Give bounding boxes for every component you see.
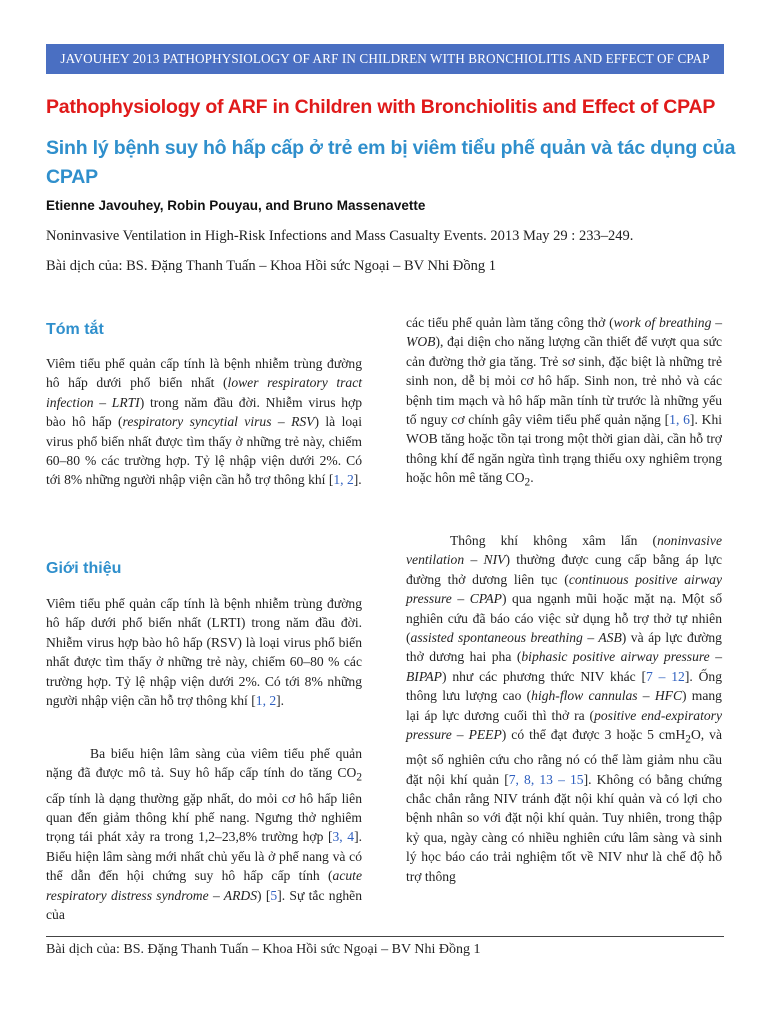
running-header-text: JAVOUHEY 2013 PATHOPHYSIOLOGY OF ARF IN CHILDREN WITH BRONCHIOLITIS AND EFFECT OF CPAP	[60, 51, 710, 66]
right-paragraph-1: các tiểu phế quản làm tăng công thở (work of breathing – WOB), đại diện cho năng lượng cần thiết để vượt qua sức cản đường thở gia tăng. Trẻ sơ sinh, đặc biệt là những trẻ sinh non, dễ bị mỏi cơ hô hấp. Sinh non, trẻ nhỏ và các bệnh tim mạch và hô hấp mãn tính từ trước là những yếu tố nguy cơ chính gây viêm tiểu phế quản nặng [1, 6]. Khi WOB tăng hoặc tồn tại trong một thời gian dài, cần hỗ trợ thông khí để ngăn ngừa tình trạng thiếu oxy nghiêm trọng hoặc hôn mê tăng $CO_2$.	[406, 315, 723, 489]
article-title-en: Pathophysiology of ARF in Children with Bronchiolitis and Effect of CPAP	[46, 96, 716, 118]
reference-link[interactable]: 3, 4	[332, 829, 355, 845]
intro-paragraph-2: Ba biểu hiện lâm sàng của viêm tiểu phế quản nặng đã được mô tả. Suy hô hấp cấp tính do tăng $CO_2$ cấp tính là dạng thường gặp nhất, do mỏi cơ hô hấp liên quan đến giảm thông khí phế nang. Ngưng thở nghiêm trọng tái phát xảy ra trong 1,2–23,8% trường hợp [3, 4]. Biểu hiện lâm sàng mới nhất chủ yếu là ở phế nang và có thể dẫn đến hội chứng suy hô hấp cấp tính (acute respiratory distress syndrome – ARDS) [5]. Sự tắc nghẽn của	[46, 746, 362, 922]
right-paragraph-2: Thông khí không xâm lấn (noninvasive ventilation – NIV) thường được cung cấp bằng áp lực đường thở dương liên tục (continuous positive airway pressure – CPAP) qua ngạnh mũi hoặc mặt nạ. Một số nghiên cứu đã báo cáo việc sử dụng hỗ trợ thở tự nhiên (assisted spontaneous breathing – ASB) và áp lực đường thở dương hai pha (biphasic positive airway pressure – BIPAP) như các phương thức NIV khác [7 – 12]. Ống thông lưu lượng cao (high-flow cannulas – HFC) mang lại áp lực dương cuối thì thở ra (positive end-expiratory pressure – PEEP) có thể đạt được 3 hoặc 5 cmH$_2$O, và một số nghiên cứu cho rằng nó có thể làm giảm nhu cầu đặt nội khí quản [7, 8, 13 – 15]. Không có bằng chứng chắc chắn rằng NIV tránh đặt nội khí quản và có lợi cho bệnh nhân so với đặt nội khí quản. Tuy nhiên, trong thập kỷ qua, ngày càng có nhiều nghiên cứu lâm sàng và sinh lý học báo cáo trải nghiệm tốt về NIV như là chế độ hỗ trợ thông	[406, 533, 723, 884]
article-title-vi: Sinh lý bệnh suy hô hấp cấp ở trẻ em bị viêm tiểu phế quản và tác dụng của CPAP	[46, 137, 736, 188]
reference-link[interactable]: 1, 2	[255, 693, 277, 709]
reference-link[interactable]: 7 – 12	[646, 668, 685, 684]
page-footer: Bài dịch của: BS. Đặng Thanh Tuấn – Khoa Hồi sức Ngoại – BV Nhi Đồng 1	[46, 942, 481, 957]
reference-link[interactable]: 1, 2	[333, 472, 354, 488]
abstract-heading: Tóm tắt	[46, 321, 104, 338]
article-authors: Etienne Javouhey, Robin Pouyau, and Bruno Massenavette	[46, 198, 426, 213]
article-citation: Noninvasive Ventilation in High-Risk Infections and Mass Casualty Events. 2013 May 29 : 233–249.	[46, 228, 634, 244]
article-translator: Bài dịch của: BS. Đặng Thanh Tuấn – Khoa Hồi sức Ngoại – BV Nhi Đồng 1	[46, 258, 496, 274]
footer-divider	[46, 936, 724, 937]
reference-link[interactable]: 1, 6	[669, 412, 690, 428]
reference-link[interactable]: 5	[270, 887, 278, 903]
running-header	[46, 44, 724, 74]
abstract-paragraph: Viêm tiểu phế quản cấp tính là bệnh nhiễm trùng đường hô hấp dưới phổ biến nhất (lower respiratory tract infection – LRTI) trong năm đầu đời. Nhiễm virus hợp bào hô hấp (respiratory syncytial virus – RSV) là loại virus phổ biến nhất được tìm thấy ở những trẻ này, chiếm 60–80 % các trường hợp. Tỷ lệ nhập viện dưới 2%. Có tới 8% những người nhập viện cần hỗ trợ thông khí [1, 2].	[46, 356, 363, 488]
intro-paragraph-1: Viêm tiểu phế quản cấp tính là bệnh nhiễm trùng đường hô hấp dưới phổ biến nhất (LRTI) trong năm đầu đời. Nhiễm virus hợp bào hô hấp (RSV) là loại virus phổ biến nhất được tìm thấy ở những trẻ này, chiếm 60–80 % các trường hợp. Tỷ lệ nhập viện dưới 2%. Có tới 8% những người nhập viện cần hỗ trợ thông khí [1, 2].	[46, 596, 362, 709]
intro-heading: Giới thiệu	[46, 560, 122, 577]
reference-link[interactable]: 7, 8, 13 – 15	[508, 771, 584, 787]
